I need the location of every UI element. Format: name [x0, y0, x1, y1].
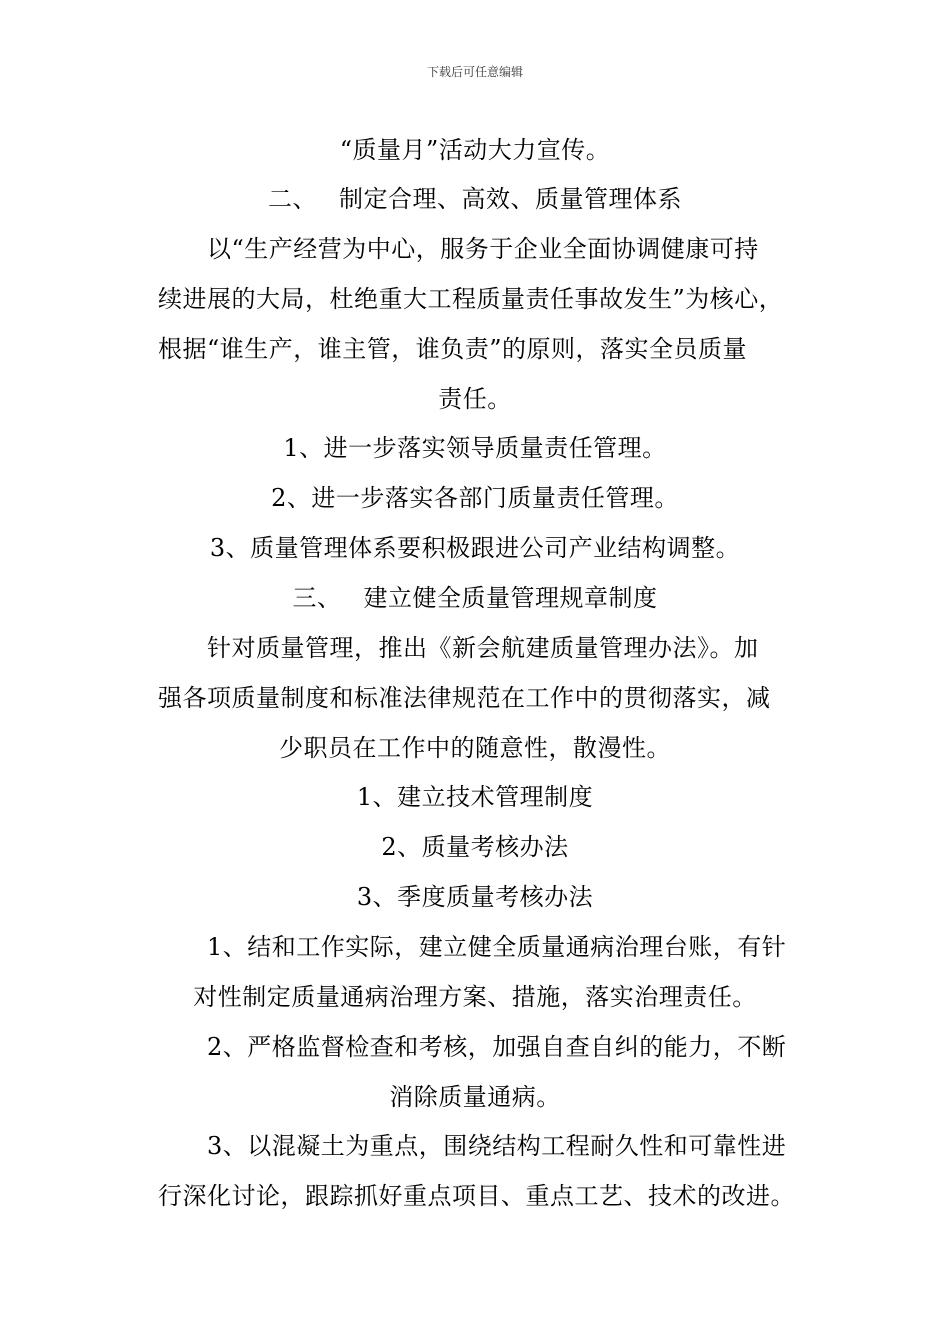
paragraph-line: 1、结和工作实际，建立健全质量通病治理台账，有针 [207, 933, 787, 961]
section-title: 制定合理、高效、质量管理体系 [339, 185, 682, 213]
list-item: 1、进一步落实领导质量责任管理。 [283, 434, 667, 462]
section-number: 二、 [268, 185, 317, 213]
paragraph-line: 行深化讨论，跟踪抓好重点项目、重点工艺、技术的改进。 [158, 1182, 795, 1210]
section-number: 三、 [292, 584, 342, 612]
list-item: 3、季度质量考核办法 [356, 883, 594, 911]
paragraph-line: 以“生产经营为中心，服务于企业全面协调健康可持 [207, 235, 759, 263]
list-item: 1、建立技术管理制度 [356, 783, 594, 811]
list-item: 2、进一步落实各部门质量责任管理。 [271, 484, 679, 512]
paragraph-line: 责任。 [438, 385, 512, 413]
paragraph-line: 强各项质量制度和标准法律规范在工作中的贯彻落实，减 [158, 684, 771, 712]
list-item: 3、质量管理体系要积极跟进公司产业结构调整。 [209, 534, 741, 562]
page-header: 下载后可任意编辑 [426, 65, 523, 79]
paragraph-line: 对性制定质量通病治理方案、措施，落实治理责任。 [193, 983, 757, 1011]
paragraph-line: 少职员在工作中的随意性，散漫性。 [279, 734, 671, 762]
paragraph-line: “质量月”活动大力宣传。 [339, 136, 611, 164]
paragraph-line: 3、以混凝土为重点，围绕结构工程耐久性和可靠性进 [207, 1132, 787, 1160]
paragraph-line: 针对质量管理，推出《新会航建质量管理办法》。加 [207, 634, 759, 662]
list-item: 2、质量考核办法 [381, 833, 569, 861]
paragraph-line: 消除质量通病。 [389, 1083, 561, 1111]
paragraph-line: 续进展的大局，杜绝重大工程质量责任事故发生”为核心， [158, 285, 784, 313]
section-heading-2 [0, 183, 950, 215]
paragraph-line: 根据“谁生产，谁主管，谁负责”的原则，落实全员质量 [158, 335, 748, 363]
paragraph-line: 2、严格监督检查和考核，加强自查自纠的能力，不断 [207, 1033, 787, 1061]
section-heading-3 [0, 582, 950, 614]
section-title: 建立健全质量管理规章制度 [363, 584, 658, 612]
